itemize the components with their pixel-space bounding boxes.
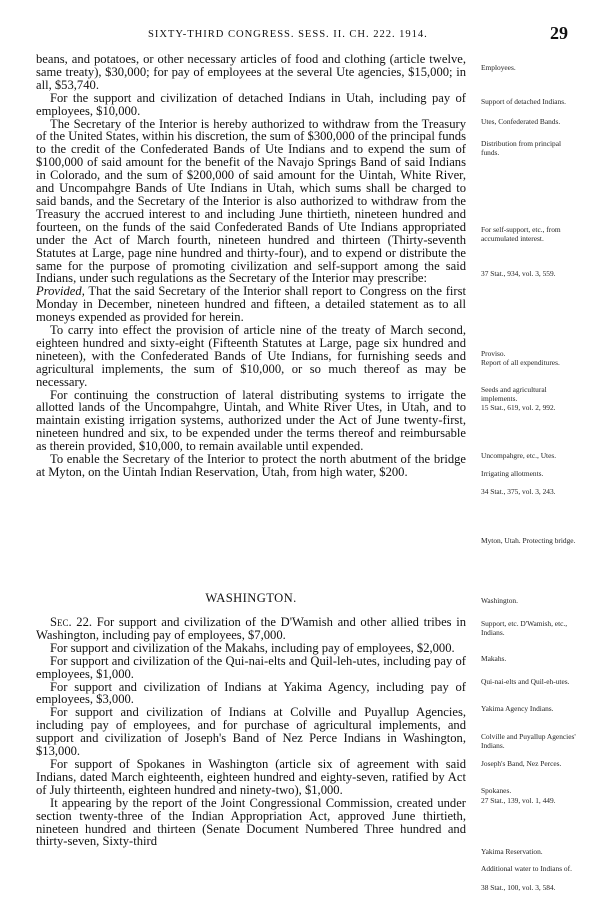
paragraph: The Secretary of the Interior is hereby authorized to withdraw from the Treasury of the United States, within his discretion, the sum of $300,000 of the principal funds to the credit of the Confederated Bands of Ute Indians and to expend the sum of $100,000 of said amount for the benefit of the Navajo Springs Band of said Indians in Colorado, and the sum of $200,000 of said amount for the Uintah, White River, and Uncompahgre Bands of Ute Indians in Utah, which sums shall be charged to said bands, and the Secretary of the Interior is also authorized to withdraw from the Treasury the accrued interest to and including June thirtieth, nineteen hundred and fourteen, on the funds of the said Confederated Bands of Ute Indians appropriated under the Act of March fourth, nineteen hundred and thirteen (Thirty-seventh Statutes at Large, page nine hundred and thirty-four), and to expend or distribute the same for the purpose of promoting civilization and self-support among the said Indians, under such regulations as the Secretary of the Interior may prescribe:: [36, 116, 466, 286]
page-number: 29: [550, 23, 568, 43]
main-text-upper: [36, 53, 466, 479]
margin-note: Report of all expenditures.: [481, 358, 560, 367]
margin-note: 38 Stat., 100, vol. 3, 584.: [481, 883, 556, 892]
margin-note: Seeds and agricultural implements.: [481, 385, 547, 403]
margin-note: Uncompahgre, etc., Utes.: [481, 451, 557, 460]
section-heading: WASHINGTON.: [205, 591, 297, 605]
margin-note: 34 Stat., 375, vol. 3, 243.: [481, 487, 556, 496]
paragraph: For support and civilization of the Makahs, including pay of employees, $2,000.: [50, 640, 455, 655]
margin-note: Myton, Utah. Protecting bridge.: [481, 536, 576, 545]
proviso-label: Provided,: [36, 284, 85, 299]
margin-note: Distribution from principal funds.: [481, 139, 562, 157]
margin-note: Qui-nai-elts and Quil-eh-utes.: [481, 677, 570, 686]
margin-note: Irrigating allotments.: [481, 469, 544, 478]
paragraph: For support and civilization of Indians at Yakima Agency, including pay of employees, $3,000.: [36, 679, 466, 707]
main-text-lower: [36, 616, 466, 848]
proviso-text: That the said Secretary of the Interior shall report to Congress on the first Monday in December, nineteen hundred and fifteen, a detailed statement as to all moneys expended as provided for herein.: [36, 284, 466, 325]
running-title: SIXTY-THIRD CONGRESS. SESS. II. CH. 222. 1914.: [148, 29, 428, 40]
margin-note: Makahs.: [481, 654, 507, 663]
paragraph-section-22: [36, 616, 466, 642]
margin-note: Utes, Confederated Bands.: [481, 117, 561, 126]
paragraph: It appearing by the report of the Joint Congressional Commission, created under section twenty-three of the Indian Appropriation Act, approved June thirtieth, nineteen hundred and thirteen (Senate Document Numbered Three hundred and thirty-seven, Sixty-third: [36, 795, 466, 849]
margin-note: For self-support, etc., from accumulated interest.: [481, 225, 561, 243]
paragraph: For continuing the construction of lateral distributing systems to irrigate the allotted lands of the Uncompahgre, Uintah, and White River Utes, in Utah, and to maintain existing irrigation systems, authorized under the Act of June twenty-first, nineteen hundred and six, to be expended under the terms thereof and reimbursable as therein provided, $10,000, to remain available until expended.: [36, 387, 466, 454]
paragraph: For support and civilization of Indians at Colville and Puyallup Agencies, including pay of employees, and for purchase of agricultural implements, and support and civilization of Joseph's Band of Nez Perce Indians in Washington, $13,000.: [36, 705, 466, 759]
margin-note: Yakima Reservation.: [481, 847, 543, 856]
margin-note: Washington.: [481, 596, 518, 605]
margin-note: Additional water to Indians of.: [481, 864, 572, 873]
paragraph: To enable the Secretary of the Interior to protect the north abutment of the bridge at Myton, on the Uintah Indian Reservation, Utah, from high water, $200.: [36, 452, 466, 479]
margin-note: Support, etc. D'Wamish, etc., Indians.: [481, 619, 568, 637]
paragraph: For support and civilization of the Qui-nai-elts and Quil-leh-utes, including pay of employees, $1,000.: [36, 653, 466, 681]
margin-note: 27 Stat., 139, vol. 1, 449.: [481, 796, 556, 805]
margin-note: Spokanes.: [481, 786, 512, 795]
paragraph: For support of Spokanes in Washington (article six of agreement with said Indians, dated March eighteenth, eighteen hundred and eighty-seven, ratified by Act of July thirteenth, eighteen hundred and ninety-two), $1,000.: [36, 756, 466, 797]
margin-note: Employees.: [481, 63, 516, 72]
paragraph: For the support and civilization of detached Indians in Utah, including pay of employees, $10,000.: [36, 90, 466, 118]
section-text: For support and civilization of the D'Wamish and other allied tribes in Washington, including pay of employees, $7,000.: [36, 615, 467, 642]
margin-note: Proviso.: [481, 349, 506, 358]
margin-note: Colville and Puyallup Agencies' Indians.: [481, 732, 576, 750]
paragraph-proviso: [36, 285, 466, 324]
margin-note: Support of detached Indians.: [481, 97, 566, 106]
margin-note: 37 Stat., 934, vol. 3, 559.: [481, 269, 556, 278]
margin-note: Yakima Agency Indians.: [481, 704, 554, 713]
section-label: Sec. 22.: [50, 615, 93, 629]
margin-note: 15 Stat., 619, vol. 2, 992.: [481, 403, 556, 412]
paragraph: beans, and potatoes, or other necessary articles of food and clothing (article twelve, same treaty), $30,000; for pay of employees at the several Ute agencies, $15,000; in all, $53,740.: [36, 52, 466, 92]
paragraph: To carry into effect the provision of article nine of the treaty of March second, eighteen hundred and sixty-eight (Fifteenth Statutes at Large, page six hundred and nineteen), with the Confederated Bands of Ute Indians, for furnishing seeds and agricultural implements, the sum of $10,000, or so much thereof as may be necessary.: [36, 323, 466, 389]
margin-note: Joseph's Band, Nez Perces.: [481, 759, 562, 768]
page-header: [0, 23, 590, 45]
